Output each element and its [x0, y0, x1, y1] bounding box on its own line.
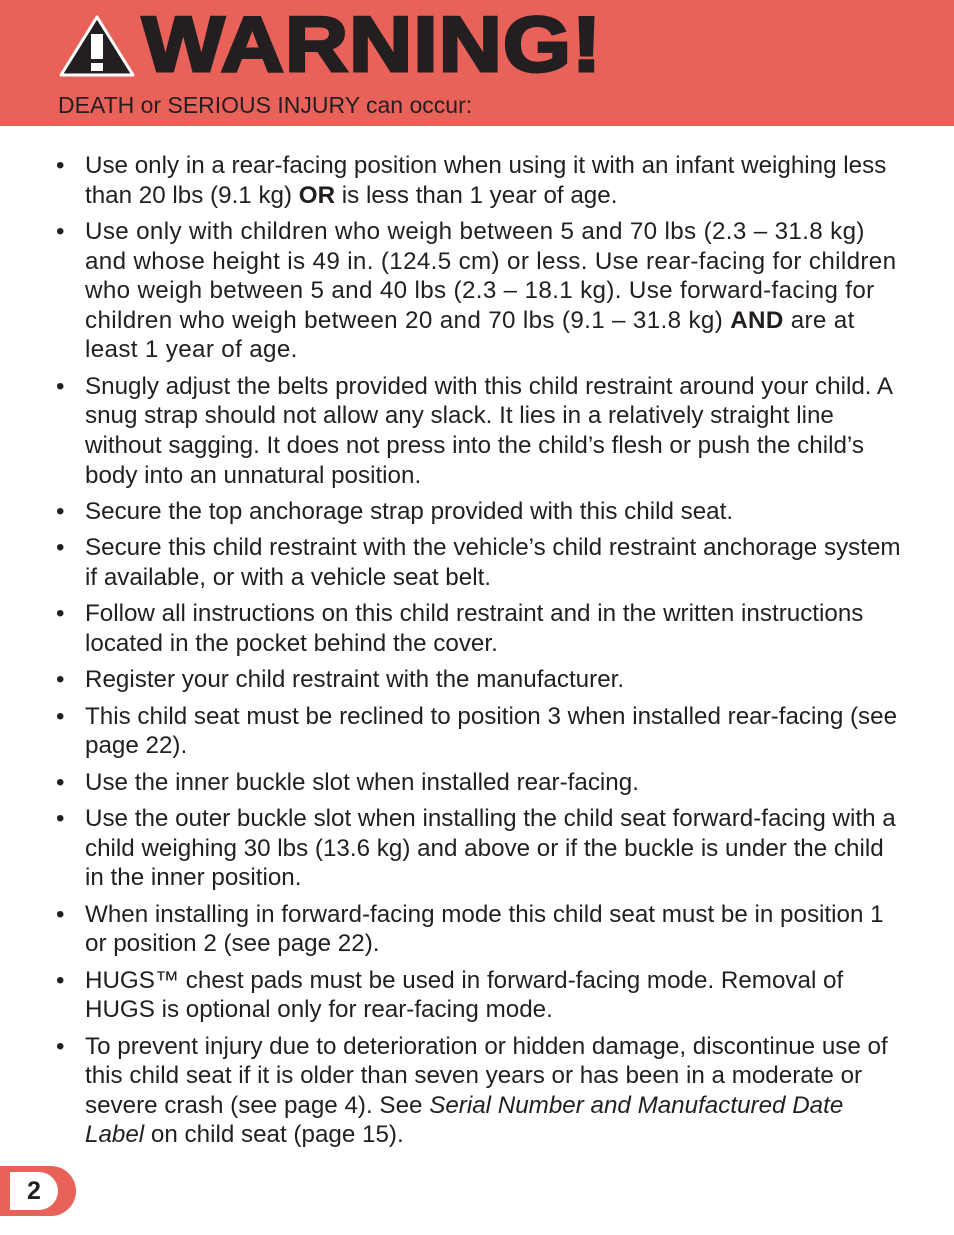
warning-triangle-icon [58, 14, 136, 78]
bullet: • [56, 600, 65, 628]
item-text: are at least 1 year of age. [85, 306, 855, 364]
item-text: This child seat must be reclined to position 3 when installed rear-facing (see page 22). [85, 702, 898, 760]
item-text: To prevent injury due to deterioration or hidden damage, discontinue use of this child seat if it is older than seven years or has been in a moderate or severe crash (see page 4). See [85, 1032, 888, 1119]
bullet: • [56, 900, 65, 928]
item-text: Use the inner buckle slot when installed rear-facing. [85, 768, 639, 796]
item-text: Secure the top anchorage strap provided with this child seat. [85, 497, 734, 525]
bullet: • [56, 966, 65, 994]
list-item [52, 665, 902, 695]
item-emphasis: AND [730, 306, 784, 334]
warning-banner [0, 0, 954, 126]
item-text: Use the outer buckle slot when installing the child seat forward-facing with a child weighing 30 lbs (13.6 kg) and above or if the buckle is under the child in the inner position. [85, 805, 896, 892]
list-item [52, 151, 902, 210]
page-number-tab [0, 1166, 76, 1216]
item-text: Use only with children who weigh between 5 and 70 lbs (2.3 – 31.8 kg) and whose height is 49 in. (124.5 cm) or less. Use rear-facing for children who weigh between 5 and 40 lbs (2.3 – 18.1 kg). Use forward-facing for children who weigh between 20 and 70 lbs (9.1 – 31.8 kg) [85, 217, 897, 334]
list-item [52, 768, 902, 798]
list-item [52, 804, 902, 893]
list-item [52, 599, 902, 658]
item-text: Secure this child restraint with the vehicle’s child restraint anchorage system if available, or with a vehicle seat belt. [85, 534, 901, 591]
bullet: • [56, 768, 65, 796]
item-text: is less than 1 year of age. [335, 181, 618, 209]
bullet: • [56, 152, 65, 179]
bullet: • [56, 666, 65, 694]
list-item [52, 1032, 902, 1150]
bullet: • [56, 805, 65, 833]
bullet: • [56, 1032, 65, 1060]
list-item [52, 900, 902, 959]
list-item [52, 217, 902, 365]
warning-list [52, 151, 902, 1157]
item-text: When installing in forward-facing mode this child seat must be in position 1 or position 2 (see page 22). [85, 900, 884, 958]
item-text: Follow all instructions on this child restraint and in the written instructions located in the pocket behind the cover. [85, 600, 864, 657]
bullet: • [56, 372, 65, 400]
item-text: Use only in a rear-facing position when using it with an infant weighing less than 20 lbs (9.1 kg) [85, 152, 887, 209]
item-italic: Serial Number and Manufactured Date Label [85, 1091, 844, 1149]
item-text: Snugly adjust the belts provided with this child restraint around your child. A snug strap should not allow any slack. It lies in a relatively straight line without sagging. It does not press into the child’s flesh or push the child’s body into an unnatural position. [85, 372, 892, 489]
list-item [52, 497, 902, 527]
bullet: • [56, 217, 65, 245]
bullet: • [56, 702, 65, 730]
item-text: Register your child restraint with the manufacturer. [85, 666, 625, 694]
warning-title: WARNING! [142, 0, 603, 88]
list-item [52, 966, 902, 1025]
warning-subtitle: DEATH or SERIOUS INJURY can occur: [58, 92, 473, 118]
list-item [52, 702, 902, 761]
item-text: on child seat (page 15). [144, 1121, 404, 1149]
item-emphasis: OR [298, 181, 336, 209]
list-item [52, 372, 902, 490]
page-number: 2 [10, 1172, 58, 1210]
bullet: • [56, 534, 65, 562]
list-item [52, 533, 902, 592]
bullet: • [56, 497, 65, 525]
item-text: HUGS™ chest pads must be used in forward-facing mode. Removal of HUGS is optional only for rear-facing mode. [85, 966, 844, 1024]
